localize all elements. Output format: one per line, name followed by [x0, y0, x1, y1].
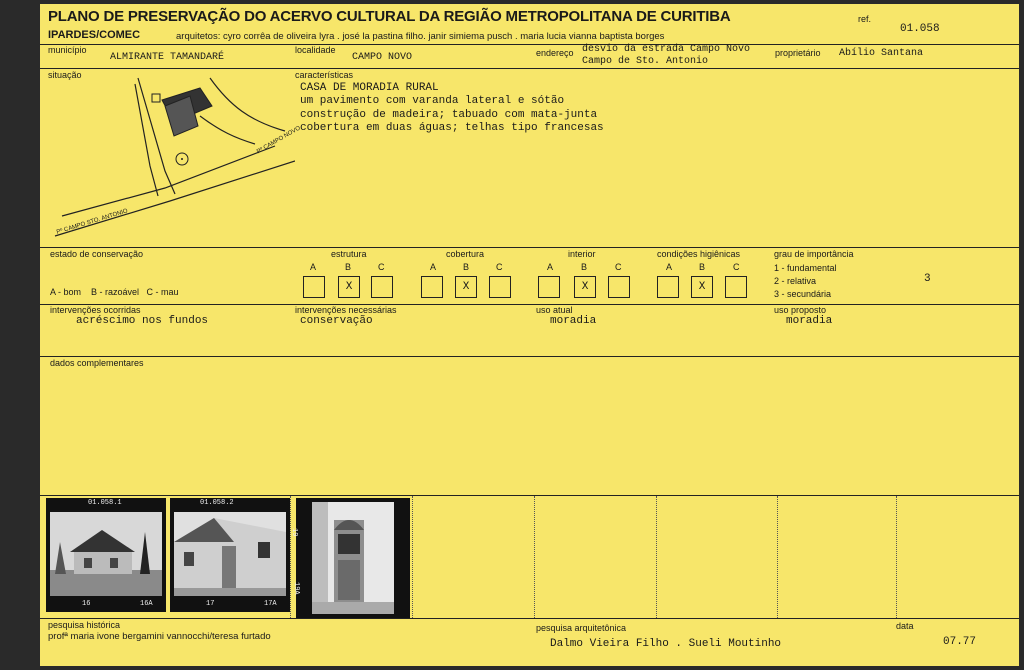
checkbox-interior-a[interactable]	[538, 276, 560, 298]
checkbox-cobertura-a[interactable]	[421, 276, 443, 298]
cobertura-label: cobertura	[446, 249, 485, 259]
photo-frame[interactable]	[170, 498, 290, 612]
grau-option: 3 - secundária	[774, 289, 832, 299]
photo-slot-divider	[777, 496, 778, 618]
caracteristicas-line: construção de madeira; tabuado com mata-junta	[300, 109, 598, 121]
inventory-card	[40, 4, 1019, 666]
caracteristicas-line: cobertura em duas águas; telhas tipo francesas	[300, 122, 604, 134]
intervencoes-ocorridas-value: acréscimo nos fundos	[76, 315, 209, 327]
endereco-line1: desvio da estrada Campo Novo	[582, 44, 751, 55]
uso-atual-value: moradia	[550, 315, 597, 327]
photo-code: 01.058.2	[200, 499, 234, 507]
localidade-label: localidade	[295, 45, 336, 55]
checkbox-estrutura-c[interactable]	[371, 276, 393, 298]
photo-frame[interactable]	[290, 498, 410, 618]
divider	[40, 247, 1019, 248]
divider	[40, 68, 1019, 69]
endereco-line2: Campo de Sto. Antonio	[582, 56, 709, 67]
localidade-value: CAMPO NOVO	[352, 52, 413, 63]
letter-a: A	[430, 262, 437, 272]
grau-importancia-label: grau de importância	[774, 249, 854, 259]
estado-conservacao-label: estado de conservação	[50, 249, 144, 259]
house-photo-1	[50, 512, 162, 596]
checkbox-interior-b[interactable]: X	[574, 276, 596, 298]
divider	[40, 495, 1019, 496]
checkbox-estrutura-a[interactable]	[303, 276, 325, 298]
uso-atual-label: uso atual	[536, 305, 573, 315]
checkbox-estrutura-b[interactable]: X	[338, 276, 360, 298]
endereco-label: endereço	[536, 48, 574, 58]
letter-c: C	[615, 262, 622, 272]
agency-label: IPARDES/COMEC	[48, 29, 141, 41]
checkbox-cobertura-c[interactable]	[489, 276, 511, 298]
divider	[40, 304, 1019, 305]
photo-slot-divider	[534, 496, 535, 618]
caracteristicas-line: CASA DE MORADIA RURAL	[300, 82, 439, 94]
ref-value: 01.058	[900, 23, 940, 35]
photo-frame[interactable]	[46, 498, 166, 612]
proprietario-value: Abílio Santana	[839, 48, 924, 59]
caracteristicas-label: características	[295, 70, 354, 80]
ref-label: ref.	[858, 14, 872, 24]
pesquisa-historica-label: pesquisa histórica	[48, 620, 121, 630]
conservacao-legend: A - bom B - razoável C - mau	[50, 287, 179, 297]
road-label-sto-antonio: Pº CAMPO STO. ANTONIO	[56, 208, 129, 236]
divider	[40, 44, 1019, 45]
letter-b: B	[463, 262, 470, 272]
letter-c: C	[378, 262, 385, 272]
letter-b: B	[699, 262, 706, 272]
photo-slot-divider	[412, 496, 413, 618]
photo-frame-number: 19	[290, 528, 298, 537]
road-label-campo-novo: Pº CAMPO NOVO	[256, 125, 302, 156]
data-value: 07.77	[943, 636, 977, 648]
pesquisa-arquitetonica-label: pesquisa arquitetônica	[536, 623, 627, 633]
photo-frame-number: 16	[82, 600, 91, 608]
dados-complementares-label: dados complementares	[50, 358, 144, 368]
photo-frame-number: 17	[206, 600, 215, 608]
letter-a: A	[666, 262, 673, 272]
photo-slot-divider	[290, 496, 291, 618]
uso-proposto-value: moradia	[786, 315, 833, 327]
data-label: data	[896, 621, 914, 631]
photo-slot-divider	[896, 496, 897, 618]
municipio-label: município	[48, 45, 87, 55]
interior-label: interior	[568, 249, 596, 259]
divider	[40, 356, 1019, 357]
house-photo-3	[312, 502, 394, 614]
checkbox-cobertura-b[interactable]: X	[455, 276, 477, 298]
divider	[40, 618, 1019, 619]
letter-c: C	[496, 262, 503, 272]
photo-frame-number: 17A	[264, 600, 277, 608]
house-photo-2	[174, 512, 286, 596]
letter-c: C	[733, 262, 740, 272]
letter-a: A	[547, 262, 554, 272]
municipio-value: ALMIRANTE TAMANDARÉ	[110, 52, 225, 63]
letter-b: B	[581, 262, 588, 272]
checkbox-higienicas-c[interactable]	[725, 276, 747, 298]
uso-proposto-label: uso proposto	[774, 305, 827, 315]
estrutura-label: estrutura	[331, 249, 367, 259]
photo-code: 01.058.1	[88, 499, 122, 507]
photo-slot-divider	[656, 496, 657, 618]
checkbox-higienicas-b[interactable]: X	[691, 276, 713, 298]
situacao-label: situação	[48, 70, 82, 80]
page-title: PLANO DE PRESERVAÇÃO DO ACERVO CULTURAL DA REGIÃO METROPOLITANA DE CURITIBA	[48, 8, 731, 25]
pesquisa-historica-value: profª maria ivone bergamini vannocchi/teresa furtado	[48, 631, 271, 642]
checkbox-higienicas-a[interactable]	[657, 276, 679, 298]
caracteristicas-line: um pavimento com varanda lateral e sótão	[300, 95, 565, 107]
condicoes-higienicas-label: condições higiênicas	[657, 249, 741, 259]
intervencoes-necessarias-label: intervenções necessárias	[295, 305, 397, 315]
grau-option: 2 - relativa	[774, 276, 817, 286]
grau-option: 1 - fundamental	[774, 263, 837, 273]
proprietario-label: proprietário	[775, 48, 821, 58]
letter-a: A	[310, 262, 317, 272]
photo-frame-number: 16A	[140, 600, 153, 608]
intervencoes-ocorridas-label: intervenções ocorridas	[50, 305, 141, 315]
pesquisa-arquitetonica-value: Dalmo Vieira Filho . Sueli Moutinho	[550, 638, 782, 650]
grau-value: 3	[924, 273, 931, 285]
intervencoes-necessarias-value: conservação	[300, 315, 373, 327]
architects-line: arquitetos: cyro corrêa de oliveira lyra . josé la pastina filho. janir simiema pusch . maria lucia vianna baptista borges	[176, 31, 665, 42]
letter-b: B	[345, 262, 352, 272]
checkbox-interior-c[interactable]	[608, 276, 630, 298]
photo-frame-number: 19A	[292, 582, 300, 595]
